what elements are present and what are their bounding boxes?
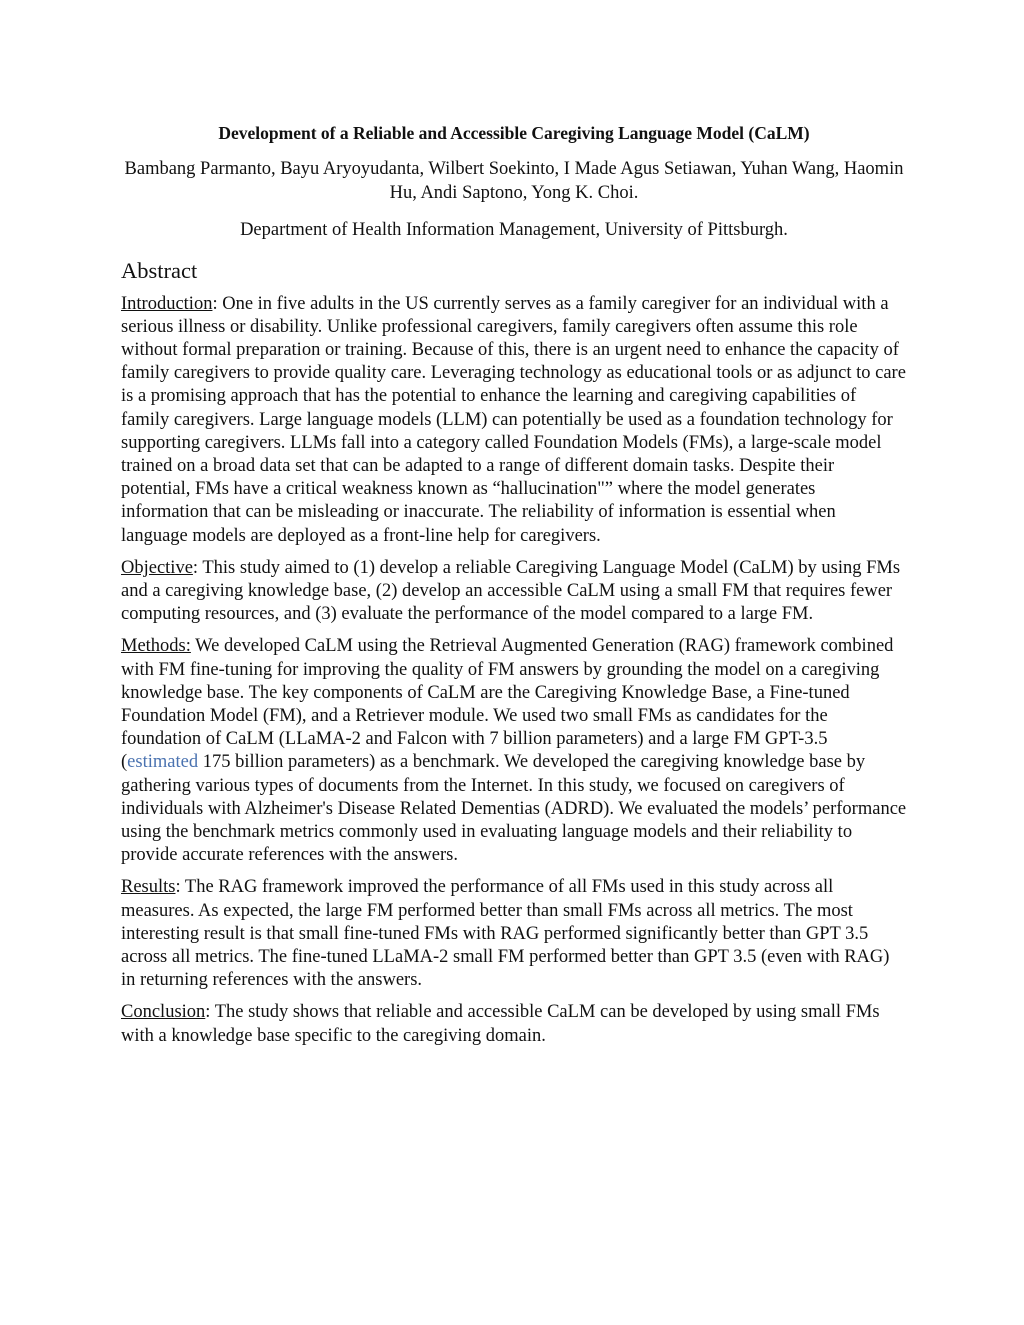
affiliation: Department of Health Information Management, University of Pittsburgh. [240,220,788,240]
results-section [121,876,907,992]
conclusion-section [121,1001,907,1047]
objective-label: Objective [121,557,193,578]
methods-label: Methods: [121,636,191,657]
paper-page [121,122,907,1057]
conclusion-text: : The study shows that reliable and accessible CaLM can be developed by using small FMs with a knowledge base specific to the caregiving domain. [121,1002,880,1046]
methods-section [121,635,907,867]
introduction-label: Introduction [121,293,213,314]
estimated-link[interactable]: estimated [127,752,199,773]
paper-title: Development of a Reliable and Accessible Caregiving Language Model (CaLM) [218,123,810,143]
methods-text-continued: 175 billion parameters) as a benchmark. We developed the caregiving knowledge base by gathering various types of documents from the Internet. In this study, we focused on caregivers of individuals with Alzheimer's Disease Related Dementias (ADRD). We evaluated the models’ performance using the benchmark metrics commonly used in evaluating language models and their reliability to provide accurate references with the answers. [121,752,907,866]
conclusion-label: Conclusion [121,1002,206,1023]
introduction-text: : One in five adults in the US currently serves as a family caregiver for an individual with a serious illness or disability. Unlike professional caregivers, family caregivers often assume this role without formal preparation or training. Because of this, there is an urgent need to enhance the capacity of family caregivers to provide quality care. Leveraging technology as educational tools or as adjunct to care is a promising approach that has the potential to enhance the learning and caregiving capabilities of family caregivers. Large language models (LLM) can potentially be used as a foundation technology for supporting caregivers. LLMs fall into a category called Foundation Models (FMs), a large-scale model trained on a broad data set that can be adapted to a range of different domain tasks. Despite their potential, FMs have a critical weakness known as “hallucination"” where the model generates information that can be misleading or inaccurate. The reliability of information is essential when language models are deployed as a front-line help for caregivers. [121,293,906,546]
objective-text: : This study aimed to (1) develop a reliable Caregiving Language Model (CaLM) by using FMs and a caregiving knowledge base, (2) develop an accessible CaLM using a small FM that requires fewer computing resources, and (3) evaluate the performance of the model compared to a large FM. [121,557,901,625]
author-list: Bambang Parmanto, Bayu Aryoyudanta, Wilbert Soekinto, I Made Agus Setiawan, Yuhan Wang, Haomin Hu, Andi Saptono, Yong K. Choi. [124,159,904,203]
results-label: Results [121,877,176,898]
introduction-section [121,293,907,548]
methods-text: We developed CaLM using the Retrieval Augmented Generation (RAG) framework combined with FM fine-tuning for improving the quality of FM answers by grounding the model on a caregiving knowledge base. The key components of CaLM are the Caregiving Knowledge Base, a Fine-tuned Foundation Model (FM), and a Retriever module. We used two small FMs as candidates for the foundation of CaLM (LLaMA-2 and Falcon with 7 billion parameters) and a large FM GPT-3.5 ( [121,636,894,773]
abstract-heading: Abstract [121,257,198,283]
results-text: : The RAG framework improved the performance of all FMs used in this study across all measures. As expected, the large FM performed better than small FMs across all metrics. The most interesting result is that small fine-tuned FMs with RAG performed significantly better than GPT 3.5 across all metrics. The fine-tuned LLaMA-2 small FM performed better than GPT 3.5 (even with RAG) in returning references with the answers. [121,877,890,991]
objective-section [121,557,907,627]
